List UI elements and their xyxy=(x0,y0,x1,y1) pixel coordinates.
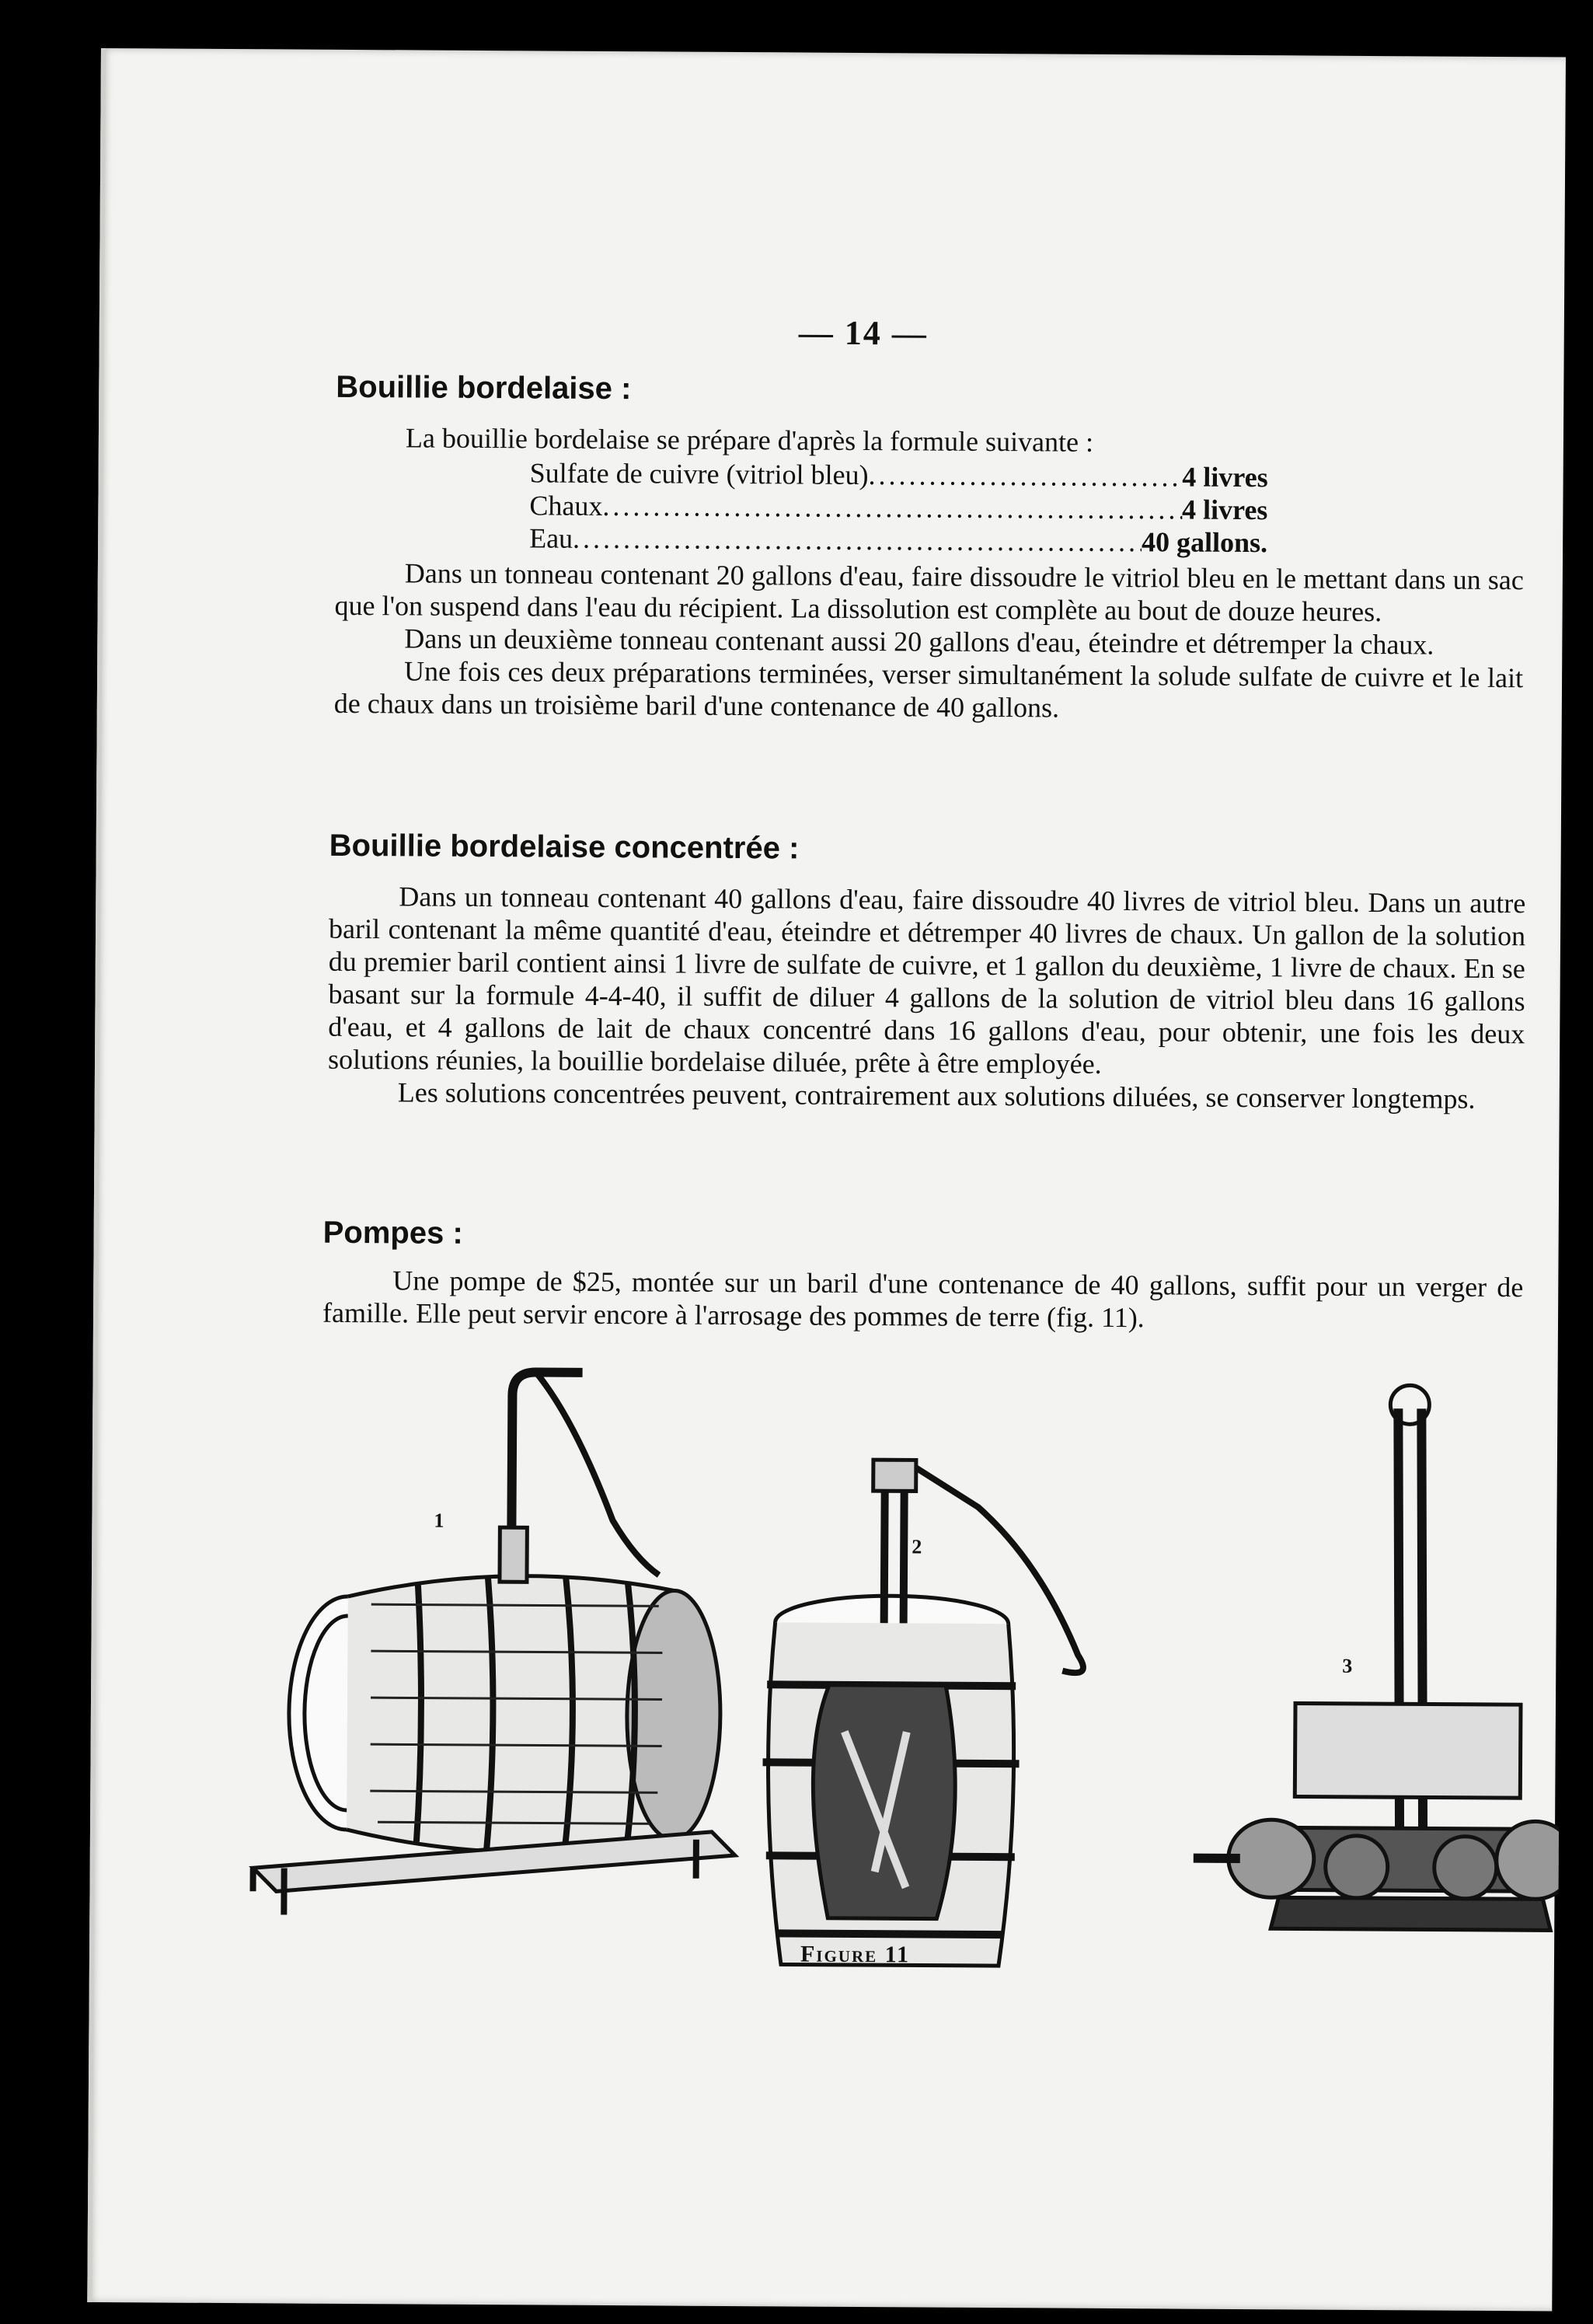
document-page xyxy=(87,48,1566,2311)
leader-dots xyxy=(573,522,1142,558)
recipe-row xyxy=(529,522,1267,559)
figure-11-illustration xyxy=(236,1324,1561,2031)
recipe-name: Eau xyxy=(529,522,573,554)
paragraph: Une pompe de $25, montée sur un baril d'une contenance de 40 gallons, suffit pour un verger de famille. Elle peut servir encore à l'arrosage des pommes de terre (fig. 11). xyxy=(322,1265,1524,1334)
heading-pompes: Pompes : xyxy=(322,1215,463,1251)
recipe-qty: 4 livres xyxy=(1182,461,1268,494)
leader-dots xyxy=(868,459,1182,493)
intro-paragraph xyxy=(336,421,1525,461)
figure-label-3: 3 xyxy=(1342,1654,1353,1677)
page-edge xyxy=(87,48,106,2302)
spray-machine-illustration xyxy=(1193,1384,1562,1931)
recipe-row xyxy=(530,456,1268,494)
recipe-qty: 40 gallons. xyxy=(1141,526,1268,559)
intro-text: La bouillie bordelaise se prépare d'après la formule suivante : xyxy=(405,422,1094,458)
paragraph: Dans un deuxième tonneau contenant aussi 20 gallons d'eau, éteindre et détremper la chaux. xyxy=(404,623,1434,661)
paragraph: Les solutions concentrées peuvent, contrairement aux solutions diluées, se conserver longtemps. xyxy=(397,1077,1476,1115)
concentree-body xyxy=(328,880,1526,1115)
paragraph: Dans un tonneau contenant 40 gallons d'eau, faire dissoudre 40 livres de vitriol bleu. Dans un autre baril contenant la même quantité d'eau, éteindre et détremper 40 livres de chaux. Un gallon de la solution du premier baril contient ainsi 1 livre de sulfate de cuivre, et 1 gallon du deuxième, 1 livre de chaux. En se basant sur la formule 4-4-40, il suffit de diluer 4 gallons de la solution de vitriol bleu dans 16 gallons d'eau, et 4 gallons de lait de chaux concentré dans 16 gallons d'eau, pour obtenir, une fois les deux solutions réunies, la bouillie bordelaise diluée, prête à être employée. xyxy=(327,881,1526,1080)
heading-bouillie-concentree: Bouillie bordelaise concentrée : xyxy=(329,828,800,866)
recipe-qty: 4 livres xyxy=(1181,494,1268,526)
recipe-name: Sulfate de cuivre (vitriol bleu) xyxy=(529,457,869,491)
page-number: — 14 — xyxy=(798,313,928,353)
upright-barrel-illustration xyxy=(762,1459,1085,1966)
paragraph: Dans un tonneau contenant 20 gallons d'eau, faire dissoudre le vitriol bleu en le mettant dans un sac que l'on suspend dans l'eau du récipient. La dissolution est complète au bout de douze heures. xyxy=(334,557,1524,628)
figure-caption: Figure 11 xyxy=(800,1941,911,1968)
leader-dots xyxy=(602,490,1182,526)
bouillie-body xyxy=(334,557,1524,727)
recipe-name: Chaux xyxy=(529,490,603,522)
heading-bouillie-bordelaise: Bouillie bordelaise : xyxy=(336,369,632,407)
barrel-on-stand-illustration xyxy=(253,1370,737,1917)
figure-label-1: 1 xyxy=(434,1509,444,1532)
figure-label-2: 2 xyxy=(912,1535,922,1558)
recipe-list xyxy=(529,456,1268,559)
recipe-row xyxy=(529,489,1267,526)
paragraph: Une fois ces deux préparations terminées, verser simultanément la solude sulfate de cuivre et le lait de chaux dans un troisième baril d'une contenance de 40 gallons. xyxy=(333,655,1524,724)
